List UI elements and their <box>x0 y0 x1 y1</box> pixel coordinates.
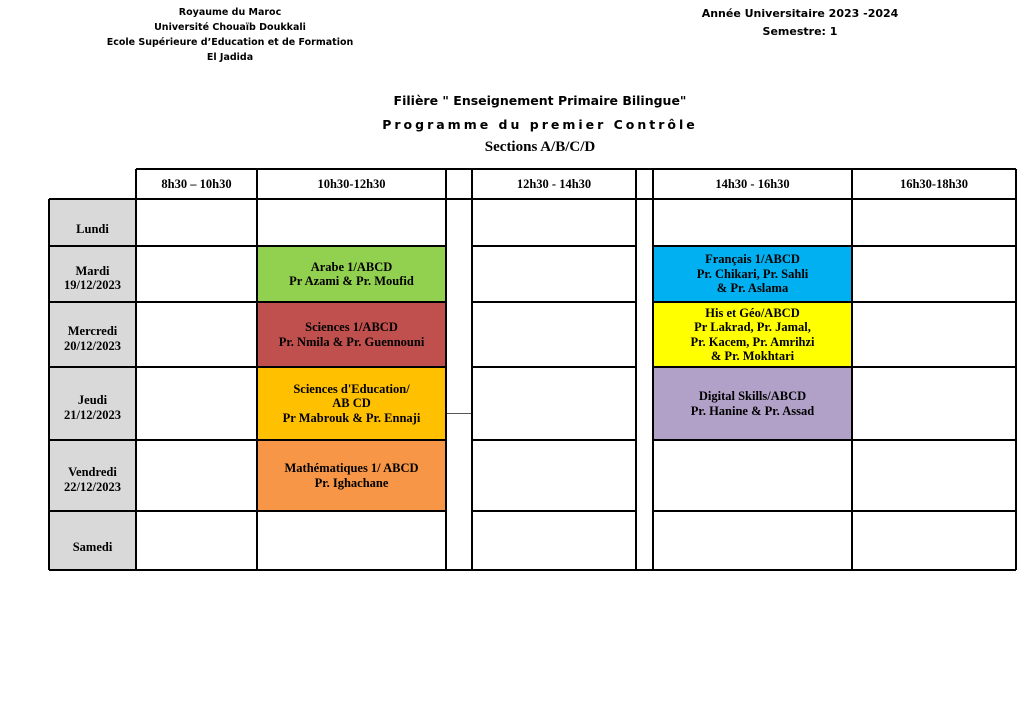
day-name: Lundi <box>76 222 109 237</box>
day-date: 19/12/2023 <box>64 278 121 292</box>
grid-line <box>636 168 653 170</box>
grid-line <box>653 510 1016 512</box>
grid-line <box>653 301 1016 303</box>
course-cell <box>653 302 852 367</box>
grid-line <box>851 169 853 570</box>
academic-year: Année Universitaire 2023 -2024 <box>701 7 899 20</box>
grid-line <box>471 169 473 570</box>
course-line: Arabe 1/ABCD <box>310 259 393 274</box>
day-name: Mardi <box>75 263 110 278</box>
course-line: Digital Skills/ABCD <box>698 389 807 403</box>
grid-line <box>446 168 472 170</box>
day-label <box>49 246 136 302</box>
grid-line <box>49 439 446 441</box>
grid-line <box>472 510 636 512</box>
grid-line <box>472 301 636 303</box>
course-line: His et Géo/ABCD <box>705 305 800 320</box>
header-line: Royaume du Maroc <box>178 7 282 18</box>
time-slot-header: 10h30-12h30 <box>317 176 386 191</box>
header-line: El Jadida <box>206 52 254 63</box>
course-cell <box>257 440 446 511</box>
semester: Semestre: 1 <box>762 25 838 38</box>
header-line: Ecole Supérieure d’Education et de Formation <box>106 37 354 48</box>
time-slot-header: 16h30-18h30 <box>899 176 969 191</box>
grid-line <box>49 198 1016 200</box>
course-line: Pr. Kacem, Pr. Amrihzi <box>690 334 815 349</box>
grid-line <box>472 168 636 170</box>
sections-title: Sections A/B/C/D <box>484 139 596 155</box>
course-line: Sciences 1/ABCD <box>305 320 398 334</box>
day-name: Jeudi <box>77 393 108 407</box>
grid-line <box>136 168 446 170</box>
course-line: Pr Mabrouk & Pr. Ennaji <box>282 410 421 425</box>
course-line: Mathématiques 1/ ABCD <box>284 461 419 475</box>
day-name: Samedi <box>72 540 113 555</box>
grid-line <box>653 245 1016 247</box>
day-label <box>49 199 136 246</box>
grid-line <box>652 169 654 570</box>
course-line: Français 1/ABCD <box>705 252 800 267</box>
day-label <box>49 511 136 570</box>
grid-line <box>49 301 446 303</box>
day-date: 22/12/2023 <box>64 479 121 494</box>
course-line: Pr. Nmila & Pr. Guennouni <box>278 334 425 349</box>
course-line: Sciences d'Education/ <box>293 381 410 396</box>
grid-line <box>472 366 636 368</box>
gap-marker-line <box>446 413 472 414</box>
grid-line <box>653 366 1016 368</box>
grid-line <box>48 199 50 570</box>
course-cell <box>257 246 446 302</box>
time-slot-header: 8h30 – 10h30 <box>161 176 232 191</box>
grid-line <box>472 439 636 441</box>
grid-line <box>472 245 636 247</box>
grid-line <box>1015 169 1017 570</box>
grid-line <box>135 169 137 570</box>
course-line: & Pr. Aslama <box>716 281 789 296</box>
grid-line <box>49 245 446 247</box>
header-line: Université Chouaïb Doukkali <box>154 22 306 33</box>
course-line: Pr. Chikari, Pr. Sahli <box>696 266 809 281</box>
grid-line <box>49 510 446 512</box>
grid-line <box>49 569 1016 571</box>
grid-line <box>635 169 637 570</box>
day-date: 21/12/2023 <box>64 407 121 422</box>
programme-title: Programme du premier Contrôle <box>382 117 698 132</box>
course-line: Pr. Hanine & Pr. Assad <box>690 403 815 418</box>
grid-line <box>445 169 447 570</box>
course-cell <box>257 367 446 440</box>
grid-line <box>256 169 258 570</box>
grid-line <box>653 439 1016 441</box>
course-line: AB CD <box>332 396 371 411</box>
day-label <box>49 367 136 440</box>
day-label <box>49 440 136 511</box>
day-date: 20/12/2023 <box>64 338 121 353</box>
course-cell <box>653 246 852 302</box>
time-slot-header: 14h30 - 16h30 <box>715 176 790 191</box>
course-line: & Pr. Mokhtari <box>710 349 795 363</box>
course-cell <box>257 302 446 367</box>
time-slot-header: 12h30 - 14h30 <box>516 176 592 191</box>
course-cell <box>653 367 852 440</box>
course-line: Pr. Ighachane <box>314 475 389 490</box>
day-name: Vendredi <box>68 465 117 479</box>
day-label <box>49 302 136 367</box>
day-name: Mercredi <box>67 324 118 338</box>
course-line: Pr Azami & Pr. Moufid <box>289 274 414 288</box>
grid-line <box>49 366 446 368</box>
filiere-title: Filière " Enseignement Primaire Bilingue" <box>393 93 687 108</box>
grid-line <box>653 168 1016 170</box>
course-line: Pr Lakrad, Pr. Jamal, <box>694 320 811 334</box>
